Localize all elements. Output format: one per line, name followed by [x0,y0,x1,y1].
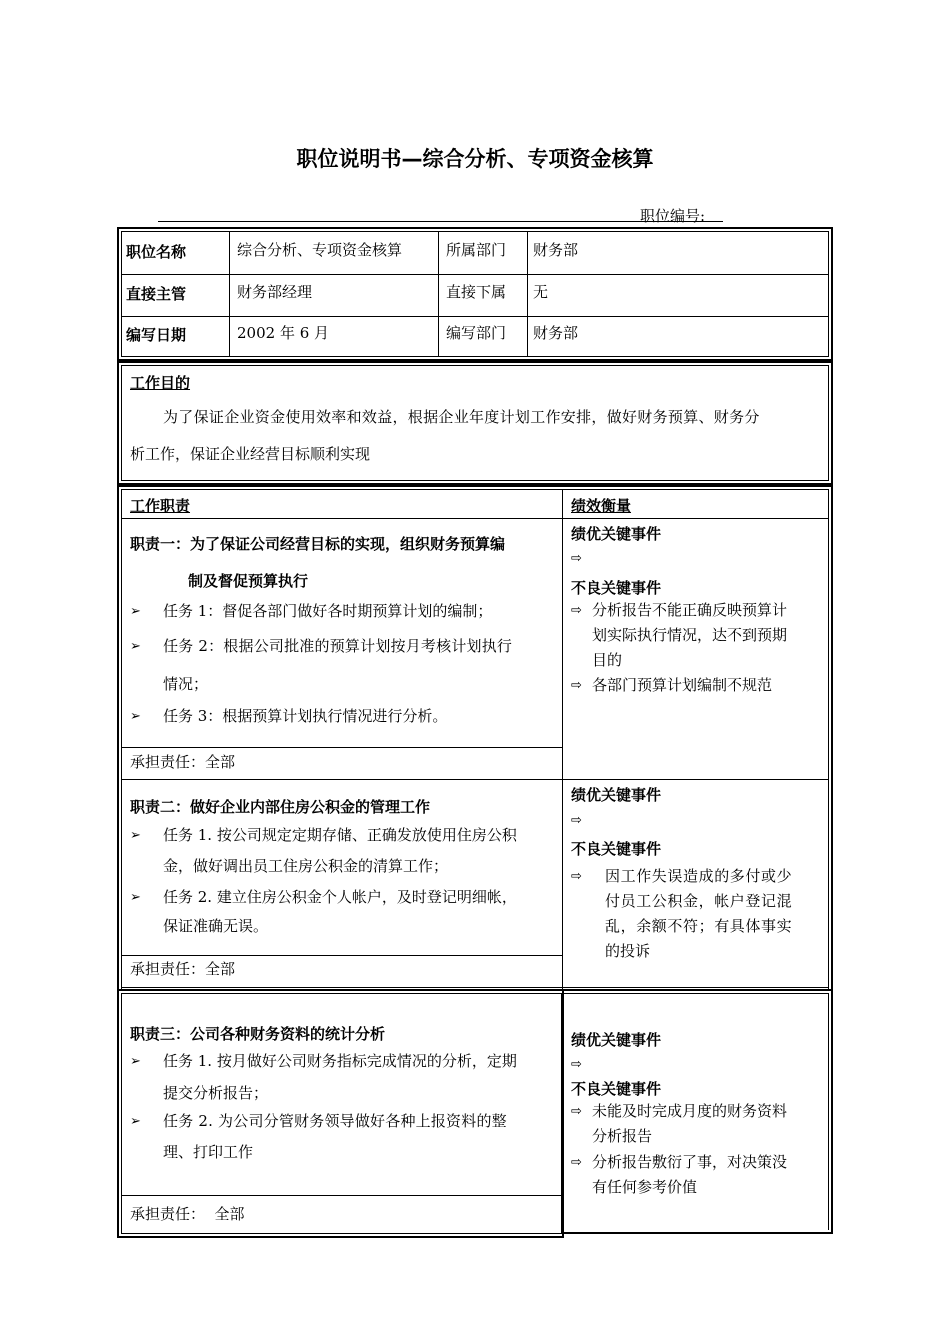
info-col-divider [229,231,230,357]
duty1-bad-label: 不良关键事件 [571,579,662,597]
duty1-task3: 任务 3：根据预算计划执行情况进行分析。 [163,707,448,725]
duty2-bad1-line4: 的投诉 [605,942,651,960]
duty1-title-line2: 制及督促预算执行 [188,572,309,590]
subordinate-label: 直接下属 [446,283,507,301]
duty1-responsibility: 承担责任：全部 [130,753,236,771]
event-arrow-icon: ⇨ [571,678,582,693]
responsibility-divider [121,1195,562,1196]
event-arrow-icon: ⇨ [571,1155,582,1170]
event-arrow-icon: ⇨ [571,603,582,618]
event-arrow-icon: ⇨ [571,1104,582,1119]
duty2-responsibility: 承担责任：全部 [130,960,236,978]
duty1-bad1-line3: 目的 [592,651,623,669]
duties-col-divider [562,489,563,989]
info-col-divider [527,231,528,357]
duties-header: 工作职责 [130,497,191,515]
duty1-task2-line1: 任务 2：根据公司批准的预算计划按月考核计划执行 [163,637,513,655]
bullet-arrow-icon: ➢ [130,1114,141,1129]
bullet-arrow-icon: ➢ [130,709,141,724]
duty1-task2-line2: 情况； [163,675,209,693]
duty2-bad1-line3: 乱，余额不符；有具体事实 [605,917,793,935]
duty2-bad1-line2: 付员工公积金，帐户登记混 [605,892,793,910]
duty1-task1: 任务 1：督促各部门做好各时期预算计划的编制； [163,602,493,620]
purpose-heading: 工作目的 [130,374,191,392]
bullet-arrow-icon: ➢ [130,639,141,654]
duty1-bad2: 各部门预算计划编制不规范 [592,676,773,694]
performance-header: 绩效衡量 [571,497,632,515]
page-title: 职位说明书—综合分析、专项资金核算 [296,147,654,171]
event-arrow-icon: ⇨ [571,1057,582,1072]
bullet-arrow-icon: ➢ [130,890,141,905]
purpose-text-line1: 为了保证企业资金使用效率和效益，根据企业年度计划工作安排，做好财务预算、财务分 [163,408,760,426]
position-name-value: 综合分析、专项资金核算 [237,241,403,259]
bullet-arrow-icon: ➢ [130,604,141,619]
bullet-arrow-icon: ➢ [130,1054,141,1069]
department-label: 所属部门 [446,241,507,259]
duty2-good-label: 绩优关键事件 [571,786,662,804]
event-arrow-icon: ⇨ [571,869,582,884]
info-row-divider [121,316,829,317]
duty2-bad1-line1: 因工作失误造成的多付或少 [605,867,793,885]
duty3-bad2-line2: 有任何参考价值 [592,1178,698,1196]
duty3-title: 职责三：公司各种财务资料的统计分析 [130,1025,386,1043]
duty1-bad1-line1: 分析报告不能正确反映预算计 [592,601,788,619]
supervisor-label: 直接主管 [126,285,187,303]
duty2-bad-label: 不良关键事件 [571,840,662,858]
position-code-label: 职位编号: [640,207,706,225]
position-name-label: 职位名称 [126,243,187,261]
duty3-bad1-line2: 分析报告 [592,1127,653,1145]
event-arrow-icon: ⇨ [571,813,582,828]
duty2-task1-line2: 金，做好调出员工住房公积金的清算工作； [163,857,449,875]
duty-divider [121,987,829,988]
info-col-divider [438,231,439,357]
department-value: 财务部 [533,241,579,259]
duty2-title: 职责二：做好企业内部住房公积金的管理工作 [130,798,431,816]
subordinate-value: 无 [533,283,549,301]
duty3-task1-line1: 任务 1. 按月做好公司财务指标完成情况的分析，定期 [163,1052,517,1070]
position-code-underline [158,221,723,222]
written-dept-value: 财务部 [533,324,579,342]
written-dept-label: 编写部门 [446,324,507,342]
duty1-bad1-line2: 划实际执行情况，达不到预期 [592,626,788,644]
duty1-good-label: 绩优关键事件 [571,525,662,543]
duty3-task2-line1: 任务 2. 为公司分管财务领导做好各种上报资料的整 [163,1112,507,1130]
duty3-bad1-line1: 未能及时完成月度的财务资料 [592,1102,788,1120]
duty3-responsibility: 承担责任： 全部 [130,1205,245,1223]
supervisor-value: 财务部经理 [237,283,313,301]
written-date-value: 2002 年 6 月 [237,324,330,342]
duty3-bad-label: 不良关键事件 [571,1080,662,1098]
duty2-task2-line2: 保证准确无误。 [163,917,269,935]
event-arrow-icon: ⇨ [571,551,582,566]
responsibility-divider [121,747,562,748]
bullet-arrow-icon: ➢ [130,828,141,843]
duty3-good-label: 绩优关键事件 [571,1031,662,1049]
info-row-divider [121,274,829,275]
duty2-task1-line1: 任务 1. 按公司规定定期存储、正确发放使用住房公积 [163,826,517,844]
duty3-bad2-line1: 分析报告敷衍了事，对决策没 [592,1153,788,1171]
header-divider [121,518,829,519]
duty3-task1-line2: 提交分析报告； [163,1084,269,1102]
duty3-task2-line2: 理、打印工作 [163,1143,254,1161]
purpose-text-line2: 析工作，保证企业经营目标顺利实现 [130,445,371,463]
duty2-task2-line1: 任务 2. 建立住房公积金个人帐户，及时登记明细帐， [163,888,517,906]
duty1-title-line1: 职责一：为了保证公司经营目标的实现，组织财务预算编 [130,535,506,553]
duty-divider [121,779,829,780]
written-date-label: 编写日期 [126,326,187,344]
